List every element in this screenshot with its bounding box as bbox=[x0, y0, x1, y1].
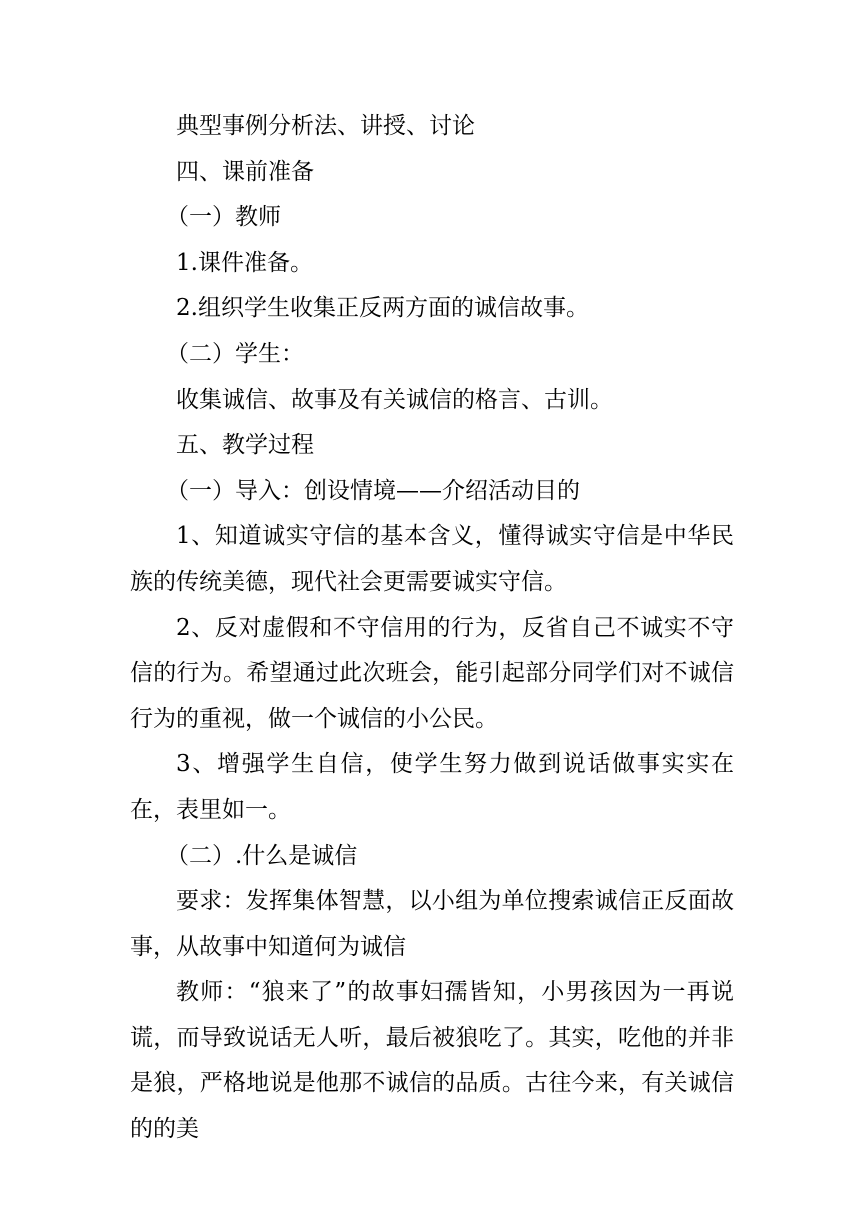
student-preparation-text: 收集诚信、故事及有关诚信的格言、古训。 bbox=[176, 386, 613, 413]
objective-paragraph-1: 1、知道诚实守信的基本含义，懂得诚实守信是中华民族的传统美德，现代社会更需要诚实守信。 bbox=[130, 523, 734, 595]
teaching-method-line: 典型事例分析法、讲授、讨论 bbox=[176, 113, 475, 139]
subheading-what-is-integrity: （二）.什么是诚信 bbox=[166, 842, 358, 869]
objective-paragraph-3: 3、增强学生自信，使学生努力做到说话做事实实在在，表里如一。 bbox=[130, 751, 734, 823]
subheading-students: （二）学生： bbox=[166, 340, 304, 367]
document-body bbox=[130, 104, 734, 1153]
teacher-story-paragraph: 教师：“狼来了”的故事妇孺皆知，小男孩因为一再说谎，而导致说话无人听，最后被狼吃了。其实，吃他的并非是狼，严格地说是他那不诚信的品质。古往今来，有关诚信的的美 bbox=[130, 979, 734, 1143]
objective-paragraph-2: 2、反对虚假和不守信用的行为，反省自己不诚实不守信的行为。希望通过此次班会，能引起部分同学们对不诚信行为的重视，做一个诚信的小公民。 bbox=[130, 614, 734, 732]
section-heading-process: 五、教学过程 bbox=[176, 432, 314, 459]
subheading-introduction: （一）导入：创设情境——介绍活动目的 bbox=[166, 477, 580, 504]
subheading-teacher: （一）教师 bbox=[166, 204, 281, 231]
list-item-courseware: 1.课件准备。 bbox=[176, 249, 313, 276]
list-item-collect-stories: 2.组织学生收集正反两方面的诚信故事。 bbox=[176, 295, 589, 322]
requirement-paragraph: 要求：发挥集体智慧，以小组为单位搜索诚信正反面故事，从故事中知道何为诚信 bbox=[130, 888, 734, 960]
section-heading-preparation: 四、课前准备 bbox=[176, 158, 314, 185]
